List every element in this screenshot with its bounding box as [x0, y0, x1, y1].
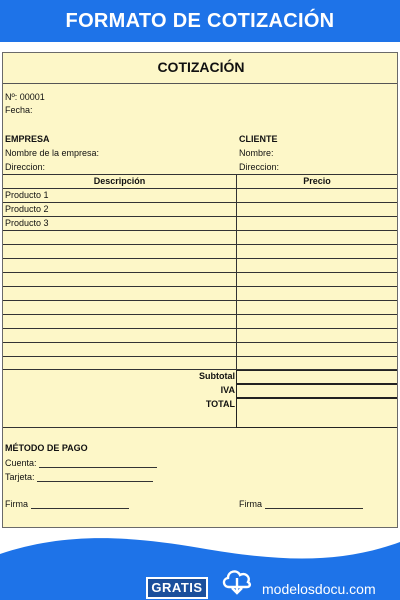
- price-header: Precio: [303, 176, 331, 186]
- row-description: Producto 1: [5, 190, 49, 200]
- title-divider: [3, 83, 397, 84]
- total-label: TOTAL: [205, 399, 235, 409]
- total-box: [236, 398, 397, 428]
- iva-box: [236, 384, 397, 398]
- items-table: [3, 174, 397, 370]
- subtotal-label: Subtotal: [199, 371, 235, 381]
- signature-right-line: [265, 500, 363, 509]
- gratis-badge: GRATIS: [146, 577, 208, 599]
- table-row: [3, 329, 397, 343]
- card-label: Tarjeta:: [5, 472, 35, 482]
- payment-heading: MÉTODO DE PAGO: [5, 443, 88, 453]
- row-description: Producto 3: [5, 218, 49, 228]
- row-description: Producto 2: [5, 204, 49, 214]
- banner-title: FORMATO DE COTIZACIÓN: [65, 10, 335, 32]
- company-heading: EMPRESA: [5, 134, 50, 144]
- table-row: [3, 357, 397, 371]
- table-row: [3, 343, 397, 357]
- card-line: [37, 473, 153, 482]
- client-name-label: Nombre:: [239, 148, 274, 158]
- table-row: [3, 203, 397, 217]
- description-header: Descripción: [93, 176, 146, 186]
- table-row: [3, 273, 397, 287]
- signature-right: [239, 499, 363, 509]
- card-field: [5, 472, 153, 482]
- header-banner: [0, 0, 400, 42]
- document-title: COTIZACIÓN: [157, 59, 245, 75]
- table-header: [3, 175, 397, 189]
- client-heading: CLIENTE: [239, 134, 278, 144]
- quote-number: Nº: 00001: [5, 92, 45, 102]
- quote-sheet: [2, 52, 398, 528]
- account-label: Cuenta:: [5, 458, 37, 468]
- column-divider: [236, 175, 237, 369]
- client-address-label: Direccion:: [239, 162, 280, 172]
- table-row: [3, 231, 397, 245]
- table-row: [3, 287, 397, 301]
- cloud-download-icon: [220, 563, 254, 597]
- subtotal-box: [236, 370, 397, 384]
- signature-right-label: Firma: [239, 499, 262, 509]
- account-field: [5, 458, 157, 468]
- table-row: [3, 259, 397, 273]
- totals-section: [3, 370, 397, 428]
- table-row: [3, 189, 397, 203]
- company-address-label: Direccion:: [5, 162, 46, 172]
- account-line: [39, 459, 157, 468]
- signature-left-label: Firma: [5, 499, 28, 509]
- date-label: Fecha:: [5, 105, 33, 115]
- table-row: [3, 315, 397, 329]
- table-row: [3, 217, 397, 231]
- signature-left-line: [31, 500, 129, 509]
- company-name-label: Nombre de la empresa:: [5, 148, 100, 158]
- signature-left: [5, 499, 129, 509]
- site-name[interactable]: modelosdocu.com: [262, 581, 376, 597]
- table-row: [3, 245, 397, 259]
- table-row: [3, 301, 397, 315]
- iva-label: IVA: [220, 385, 235, 395]
